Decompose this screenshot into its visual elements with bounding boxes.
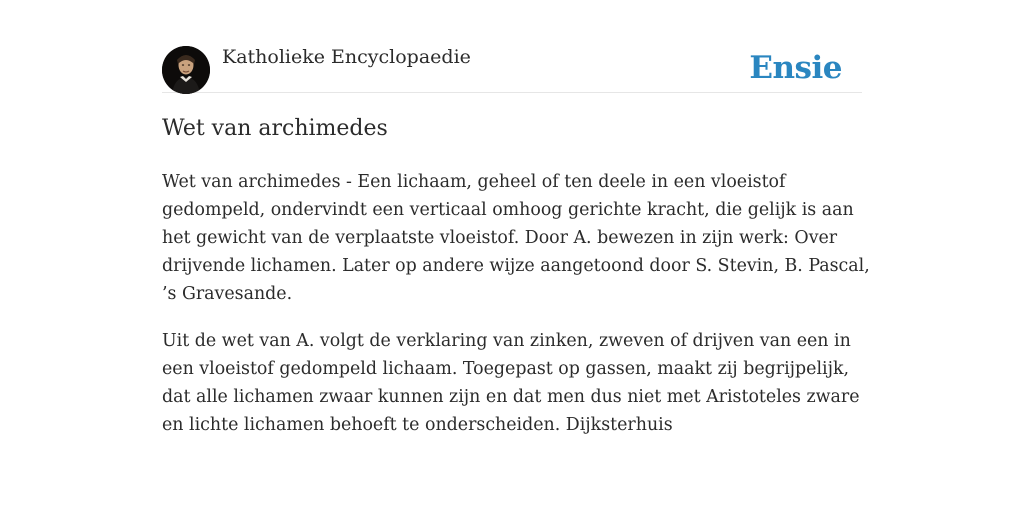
portrait-svg — [162, 46, 210, 94]
page-title: Wet van archimedes — [162, 116, 388, 141]
portrait-avatar-icon[interactable] — [162, 46, 210, 94]
article-paragraph: Wet van archimedes - Een lichaam, geheel of ten deele in een vloeistof gedompeld, ondervindt een verticaal omhoog gerichte kracht, die gelijk is aan het gewicht van de verplaatste vloeistof. Door A. bewezen in zijn werk: Over drijvende lichamen. Later op andere wijze aangetoond door S. Stevin, B. Pascal, ’s Gravesande. — [162, 172, 870, 304]
article-body — [162, 168, 872, 458]
header — [162, 44, 862, 93]
article-paragraph: Uit de wet van A. volgt de verklaring van zinken, zweven of drijven van een in een vloeistof gedompeld lichaam. Toegepast op gassen, maakt zij begrijpelijk, dat alle lichamen zwaar kunnen zijn en dat men dus niet met Aristoteles zware en lichte lichamen behoeft te onderscheiden. Dijksterhuis — [162, 331, 860, 435]
source-name[interactable]: Katholieke Encyclopaedie — [222, 46, 471, 68]
brand-logo[interactable]: Ensie — [749, 50, 842, 86]
